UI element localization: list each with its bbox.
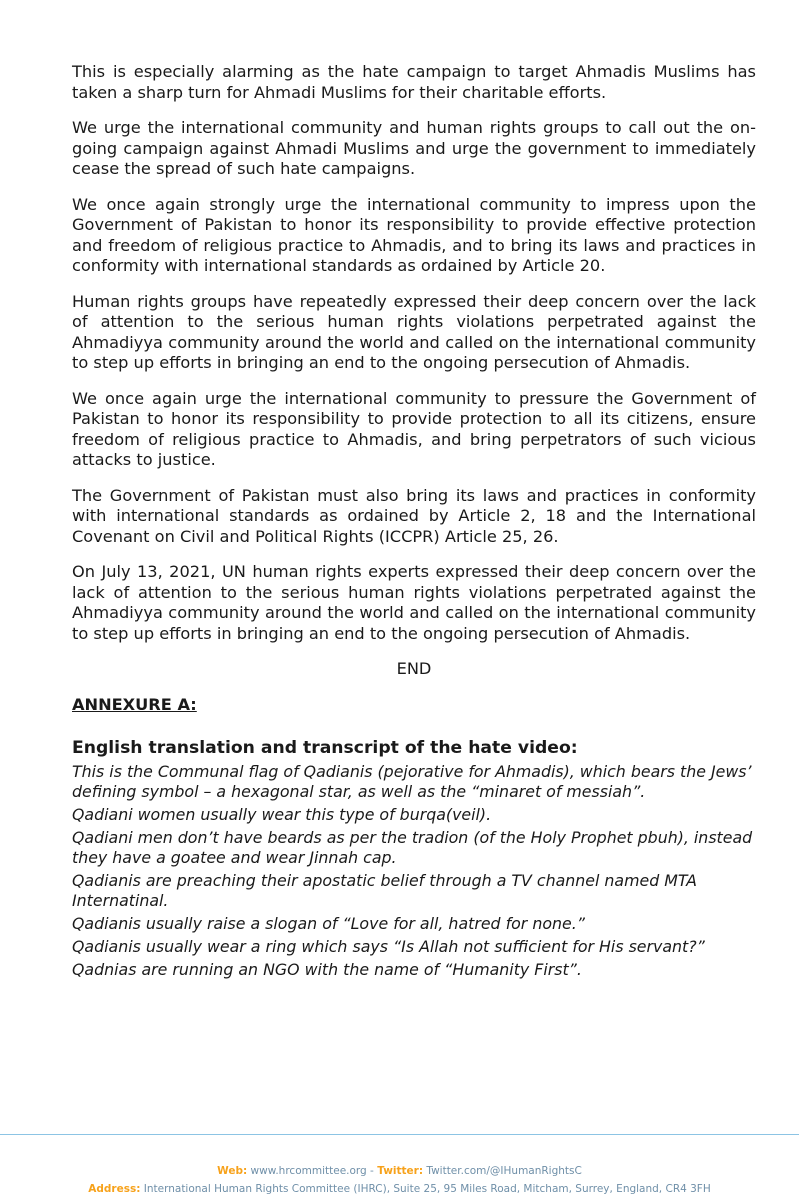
twitter-link[interactable]: Twitter.com/@IHumanRightsC — [426, 1165, 582, 1177]
transcript-heading: English translation and transcript of the hate video: — [72, 738, 578, 758]
web-link[interactable]: www.hrcommittee.org — [250, 1165, 367, 1177]
paragraph-6: The Government of Pakistan must also bring its laws and practices in conformity with international standards as ordained by Article 2, 18 and the International Covenant on Civil and Political Rights (ICCPR) Article 25, 26. — [72, 485, 756, 546]
transcript-line: Qadianis usually wear a ring which says “Is Allah not sufficient for His servant?” — [72, 937, 705, 956]
paragraph-1: This is especially alarming as the hate campaign to target Ahmadis Muslims has taken a sharp turn for Ahmadi Muslims for their charitable efforts. — [72, 62, 756, 102]
address-text: International Human Rights Committee (IHRC), Suite 25, 95 Miles Road, Mitcham, Surrey, England, CR4 3FH — [143, 1183, 711, 1195]
paragraph-2: We urge the international community and human rights groups to call out the on-going campaign against Ahmadi Muslims and urge the government to immediately cease the spread of such hate campaigns. — [72, 118, 756, 178]
transcript-line: Qadiani men don’t have beards as per the tradion (of the Holy Prophet pbuh), instead they have a goatee and wear Jinnah cap. — [72, 828, 753, 867]
address-label: Address: — [88, 1183, 141, 1195]
paragraph-7: On July 13, 2021, UN human rights experts expressed their deep concern over the lack of attention to the serious human rights violations perpetrated against the Ahmadiyya community around the world and called on the international community to step up efforts in bringing an end to the ongoing persecution of Ahmadis. — [72, 562, 756, 643]
footer-separator: - — [366, 1165, 378, 1177]
annexure-title: ANNEXURE A: — [72, 695, 197, 714]
transcript-line: Qadianis usually raise a slogan of “Love for all, hatred for none.” — [72, 914, 585, 933]
end-marker: END — [396, 659, 432, 678]
transcript-line: This is the Communal flag of Qadianis (pejorative for Ahmadis), which bears the Jews’ defining symbol – a hexagonal star, as well as the “minaret of messiah”. — [72, 762, 752, 801]
footer-address-row — [0, 1183, 799, 1195]
twitter-label: Twitter: — [377, 1165, 424, 1177]
paragraph-4: Human rights groups have repeatedly expressed their deep concern over the lack of attention to the serious human rights violations perpetrated against the Ahmadiyya community around the world and called on the international community to step up efforts in bringing an end to the ongoing persecution of Ahmadis. — [72, 291, 756, 372]
page-footer — [0, 1134, 799, 1201]
paragraph-3: We once again strongly urge the international community to impress upon the Government of Pakistan to honor its responsibility to provide effective protection and freedom of religious practice to Ahmadis, and to bring its laws and practices in conformity with international standards as ordained by Article 20. — [72, 194, 756, 275]
document-body — [72, 62, 756, 983]
paragraph-5: We once again urge the international community to pressure the Government of Pakistan to honor its responsibility to provide protection to all its citizens, ensure freedom of religious practice to Ahmadis, and bring perpetrators of such vicious attacks to justice. — [72, 388, 756, 469]
transcript-line: Qadianis are preaching their apostatic belief through a TV channel named MTA Internatinal. — [72, 871, 697, 910]
transcript-line: Qadnias are running an NGO with the name of “Humanity First”. — [72, 960, 582, 979]
transcript-list — [72, 762, 756, 980]
transcript-line: Qadiani women usually wear this type of burqa(veil). — [72, 805, 492, 824]
footer-contact-row — [0, 1165, 799, 1177]
web-label: Web: — [217, 1165, 248, 1177]
